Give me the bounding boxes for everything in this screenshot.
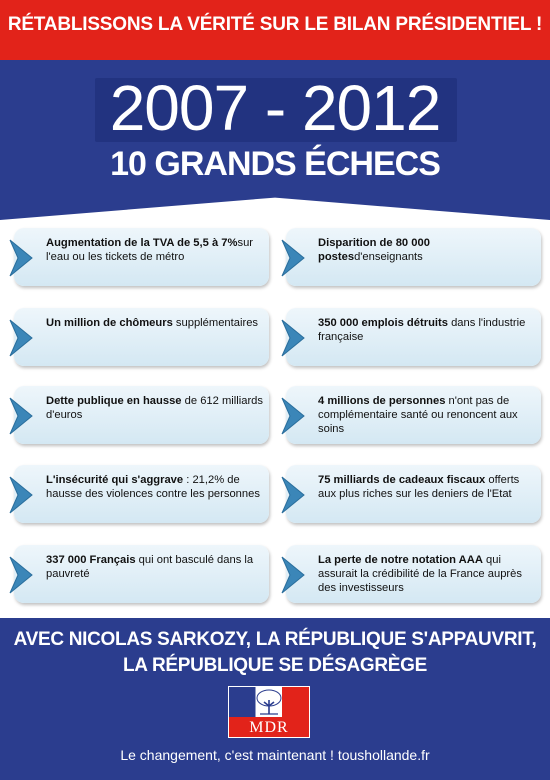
failure-item (286, 308, 541, 366)
failure-item-bold: 350 000 emplois détruits (318, 317, 448, 329)
slogan-line-1: AVEC NICOLAS SARKOZY, LA RÉPUBLIQUE S'APPAUVRIT, (13, 629, 537, 650)
failure-item-bold: Dette publique en hausse (46, 395, 182, 407)
failure-item-text (46, 553, 263, 581)
failure-item (286, 228, 541, 286)
slogan (0, 627, 550, 679)
failure-item-rest: offerts aux plus riches sur les deniers de l'Etat (318, 474, 520, 500)
subtitle: 10 GRANDS ÉCHECS (110, 145, 440, 183)
failure-item-rest: supplémentaires (172, 317, 259, 329)
chevron-right-icon (8, 396, 36, 436)
failure-item-rest: dans l'industrie française (318, 317, 526, 343)
failure-item-text (318, 553, 535, 595)
failure-item-rest: sur l'eau ou les tickets de métro (46, 237, 254, 263)
failure-item (286, 545, 541, 603)
failure-item-text (46, 316, 263, 330)
failure-item (14, 228, 269, 286)
slogan-line-2: LA RÉPUBLIQUE SE DÉSAGRÈGE (123, 655, 427, 676)
failure-item (14, 308, 269, 366)
banner-text: RÉTABLISSONS LA VÉRITÉ SUR LE BILAN PRÉSIDENTIEL ! (7, 14, 543, 35)
mdr-logo (228, 686, 310, 738)
tree-icon (254, 688, 284, 716)
failure-item (14, 545, 269, 603)
failure-item-rest: qui ont basculé dans la pauvreté (46, 554, 254, 580)
failure-item-rest: n'ont pas de complémentaire santé ou renoncent aux soins (318, 395, 518, 435)
failure-item-bold: Disparition de 80 000 postes (318, 237, 430, 263)
chevron-right-icon (8, 318, 36, 358)
failure-item-rest: d'enseignants (354, 251, 423, 263)
chevron-right-icon (8, 475, 36, 515)
failure-item-bold: L'insécurité qui s'aggrave (46, 474, 184, 486)
failure-item (286, 465, 541, 523)
chevron-right-icon (280, 555, 308, 595)
failure-item-bold: 75 milliards de cadeaux fiscaux (318, 474, 486, 486)
failure-item (286, 386, 541, 444)
failure-item-text (46, 473, 263, 501)
chevron-right-icon (280, 318, 308, 358)
chevron-right-icon (8, 555, 36, 595)
failure-item-rest: qui assurait la crédibilité de la France auprès des investisseurs (318, 554, 522, 594)
failure-item-rest: de 612 milliards d'euros (46, 395, 263, 421)
failure-item-text (46, 236, 263, 264)
footer-text: Le changement, c'est maintenant ! toushollande.fr (120, 747, 430, 763)
failure-item-bold: Augmentation de la TVA de 5,5 à 7% (46, 237, 238, 249)
failure-item-bold: La perte de notre notation AAA (318, 554, 483, 566)
failure-item-text (46, 394, 263, 422)
failure-item-rest: : 21,2% de hausse des violences contre les personnes (46, 474, 260, 500)
chevron-right-icon (280, 396, 308, 436)
failure-item-text (318, 394, 535, 436)
failure-item-bold: 4 millions de personnes (318, 395, 446, 407)
failure-item-text (318, 316, 535, 344)
years-title: 2007 - 2012 (109, 72, 441, 144)
failure-item-bold: 337 000 Français (46, 554, 136, 566)
failure-item-text (318, 236, 535, 264)
chevron-right-icon (8, 238, 36, 278)
failure-item (14, 465, 269, 523)
chevron-right-icon (280, 475, 308, 515)
chevron-right-icon (280, 238, 308, 278)
failure-item-text (318, 473, 535, 501)
failure-item-bold: Un million de chômeurs (46, 317, 173, 329)
logo-text: MDR (229, 717, 309, 737)
failure-item (14, 386, 269, 444)
